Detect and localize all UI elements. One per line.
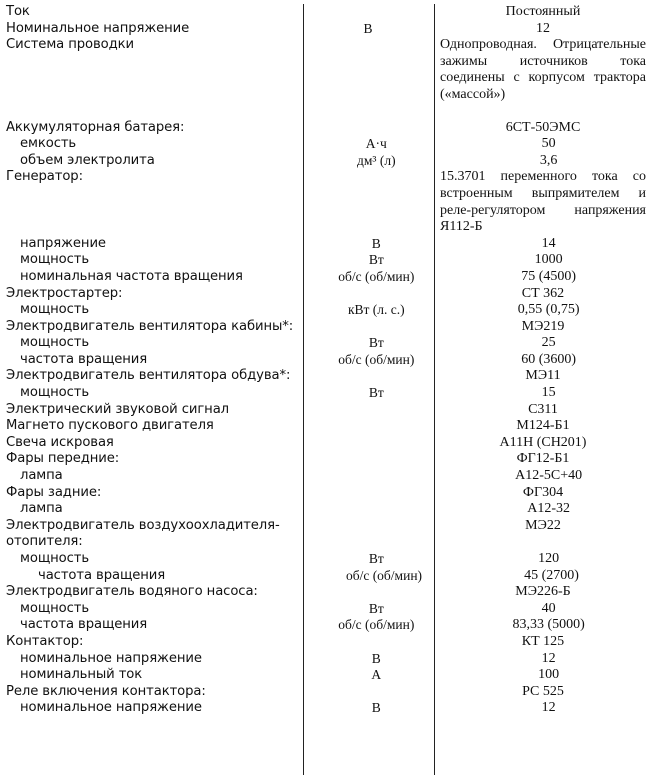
spec-row	[0, 269, 650, 286]
parameter-name: Аккумуляторная батарея:	[6, 119, 185, 135]
spec-row	[0, 501, 650, 518]
spec-row	[0, 584, 650, 601]
parameter-value: МЭ219	[521, 318, 565, 334]
unit: А·ч	[365, 136, 387, 152]
parameter-name: Электродвигатель вентилятора обдува*:	[6, 368, 291, 384]
parameter-name: мощность	[20, 252, 90, 268]
parameter-value: С311	[528, 401, 558, 417]
parameter-name: частота вращения	[20, 617, 148, 633]
unit: В	[371, 235, 381, 251]
parameter-name: напряжение	[20, 235, 106, 251]
spec-row	[0, 302, 650, 319]
parameter-name: Электродвигатель вентилятора кабины*:	[6, 318, 294, 334]
parameter-name: лампа	[20, 501, 63, 517]
unit: Вт	[368, 252, 384, 268]
parameter-value: МЭ22	[525, 517, 561, 533]
spec-row	[0, 136, 650, 153]
parameter-value: Однопроводная. Отрицательные зажимы источников тока соединены с корпусом трактора («массой»)	[440, 37, 646, 102]
parameter-name: Электродвигатель воздухоохладителя-отопителя:	[6, 517, 280, 550]
parameter-value: 120	[538, 551, 560, 566]
spec-row	[0, 684, 650, 701]
parameter-name: номинальная частота вращения	[20, 268, 243, 284]
parameter-name: номинальное напряжение	[20, 700, 202, 716]
spec-row	[0, 402, 650, 419]
spec-row	[0, 518, 650, 551]
unit: Вт	[368, 600, 384, 616]
parameter-name: Фары передние:	[6, 451, 120, 467]
parameter-value: А12-32	[527, 501, 571, 517]
parameter-name: Магнето пускового двигателя	[6, 418, 214, 434]
parameter-value: 0,55 (0,75)	[517, 302, 580, 318]
spec-row	[0, 352, 650, 369]
parameter-name: Реле включения контактора:	[6, 683, 206, 699]
parameter-name: Номинальное напряжение	[6, 20, 190, 36]
parameter-value: ФГ304	[522, 484, 564, 500]
parameter-name: Генератор:	[6, 169, 83, 185]
parameter-name: Система проводки	[6, 37, 135, 53]
spec-row	[0, 169, 650, 235]
spec-row	[0, 4, 650, 21]
spec-row	[0, 368, 650, 385]
spec-row	[0, 568, 650, 585]
parameter-name: Электрический звуковой сигнал	[6, 401, 230, 417]
parameter-value: 100	[538, 667, 560, 683]
parameter-value: МЭ226-Б	[515, 584, 571, 600]
parameter-name: мощность	[20, 302, 90, 318]
parameter-name: мощность	[20, 600, 90, 616]
parameter-value: 1000	[534, 252, 563, 268]
spec-row	[0, 551, 650, 568]
parameter-value: 12	[541, 650, 556, 666]
parameter-value: М124-Б1	[516, 418, 570, 434]
parameter-value: 60 (3600)	[521, 351, 577, 367]
parameter-value: 3,6	[539, 152, 558, 168]
spec-row	[0, 468, 650, 485]
parameter-value: 14	[541, 235, 556, 251]
spec-row	[0, 485, 650, 502]
parameter-name: Ток	[6, 4, 30, 19]
parameter-value: 12	[541, 700, 556, 716]
spec-row	[0, 37, 650, 103]
parameter-value: КТ 125	[521, 633, 565, 649]
spec-table	[0, 4, 650, 717]
parameter-value: РС 525	[522, 683, 564, 699]
spec-row	[0, 651, 650, 668]
parameter-name: номинальное напряжение	[20, 650, 202, 666]
parameter-value: 45 (2700)	[524, 567, 579, 583]
parameter-value: 50	[541, 136, 556, 152]
spec-row	[0, 418, 650, 435]
spec-row	[0, 21, 650, 38]
spec-row	[0, 601, 650, 618]
parameter-value: 40	[541, 600, 556, 616]
parameter-name: частота вращения	[38, 567, 166, 583]
parameter-value: 75 (4500)	[521, 268, 577, 284]
parameter-name: мощность	[20, 551, 90, 566]
spec-row	[0, 435, 650, 452]
spec-row	[0, 667, 650, 684]
unit: кВт (л. с.)	[347, 302, 405, 318]
parameter-name: частота вращения	[20, 351, 148, 367]
spec-row	[0, 252, 650, 269]
unit: Вт	[368, 335, 384, 351]
parameter-value: 15	[541, 385, 556, 401]
unit: Вт	[368, 385, 384, 401]
parameter-value: МЭ11	[525, 368, 561, 384]
parameter-value: 83,33 (5000)	[512, 617, 585, 633]
unit: об/с (об/мин)	[338, 351, 415, 367]
spec-row	[0, 286, 650, 303]
unit: Вт	[368, 551, 384, 566]
spec-row	[0, 120, 650, 137]
unit: дм³ (л)	[357, 152, 396, 168]
parameter-value: 15.3701 переменного тока со встроенным выпрямителем и реле-регулятором напряжения Я112-Б	[440, 169, 646, 235]
parameter-value: Постоянный	[505, 4, 581, 19]
parameter-name: Электростартер:	[6, 285, 123, 301]
unit: об/с (об/мин)	[345, 567, 423, 583]
unit: В	[371, 700, 381, 716]
unit: В	[371, 650, 381, 666]
unit: об/с (об/мин)	[338, 268, 415, 284]
parameter-value: 6СТ-50ЭМС	[505, 119, 581, 135]
unit: В	[363, 20, 373, 36]
parameter-name: Электродвигатель водяного насоса:	[6, 584, 258, 600]
spec-row	[0, 335, 650, 352]
parameter-value: 12	[536, 20, 550, 36]
unit: об/с (об/мин)	[338, 617, 415, 633]
spec-row	[0, 319, 650, 336]
parameter-name: мощность	[20, 385, 90, 401]
parameter-name: емкость	[20, 136, 77, 152]
parameter-name: мощность	[20, 335, 90, 351]
parameter-value: А11Н (СН201)	[499, 434, 587, 450]
parameter-name: Контактор:	[6, 633, 84, 649]
parameter-name: Фары задние:	[6, 484, 102, 500]
parameter-value: 25	[541, 335, 556, 351]
spec-row	[0, 634, 650, 651]
spec-row	[0, 451, 650, 468]
spec-row	[0, 153, 650, 170]
spec-row	[0, 700, 650, 717]
spec-row	[0, 385, 650, 402]
spec-row	[0, 236, 650, 253]
spec-row	[0, 617, 650, 634]
parameter-value: А12-5С+40	[515, 468, 583, 484]
parameter-value: ФГ12-Б1	[516, 451, 570, 467]
parameter-name: лампа	[20, 468, 63, 484]
parameter-value: СТ 362	[521, 285, 565, 301]
parameter-name: объем электролита	[20, 152, 155, 168]
parameter-name: номинальный ток	[20, 667, 143, 683]
parameter-name: Свеча искровая	[6, 434, 114, 450]
unit: А	[371, 667, 382, 683]
